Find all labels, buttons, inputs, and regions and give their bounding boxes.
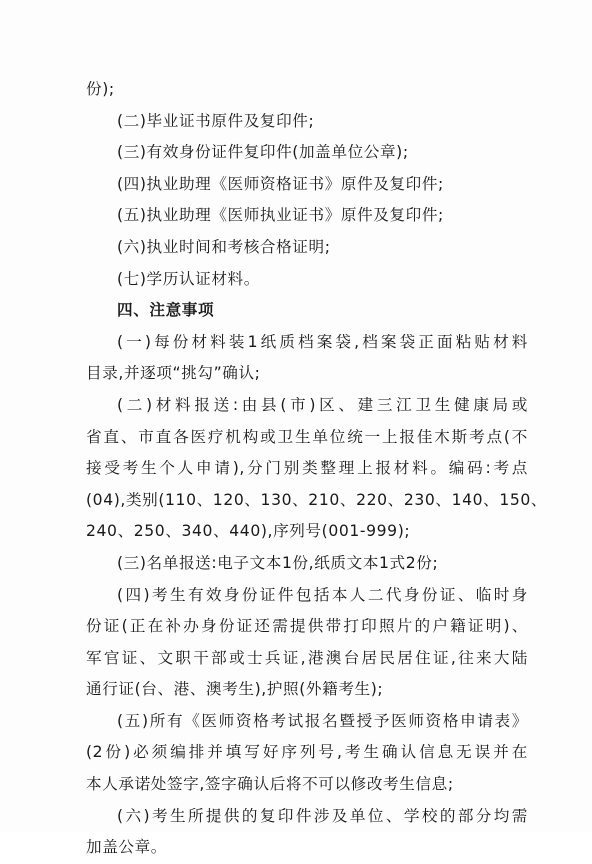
paragraph-line: 省直、市直各医疗机构或卫生单位统一上报佳木斯考点(不 bbox=[86, 427, 528, 446]
list-item: (二)毕业证书原件及复印件; bbox=[117, 111, 315, 130]
section-heading: 四、注意事项 bbox=[117, 301, 215, 320]
paragraph-line: 240、250、340、440),序列号(001-999); bbox=[86, 522, 411, 541]
paragraph-line: (一)每份材料装1纸质档案袋,档案袋正面粘贴材料 bbox=[117, 332, 528, 351]
paragraph-line: 目录,并逐项“挑勾”确认; bbox=[86, 364, 261, 383]
paragraph-line: (三)名单报送:电子文本1份,纸质文本1式2份; bbox=[117, 553, 439, 572]
text-line: 份); bbox=[86, 80, 115, 98]
paragraph-line: 加盖公章。 bbox=[86, 838, 167, 857]
paragraph-line: 通行证(台、港、澳考生),护照(外籍考生); bbox=[86, 680, 384, 699]
paragraph-line: 本人承诺处签字,签字确认后将不可以修改考生信息; bbox=[86, 775, 454, 794]
paragraph-line: (四)考生有效身份证件包括本人二代身份证、临时身 bbox=[117, 585, 528, 604]
paragraph-line: (五)所有《医师资格考试报名暨授予医师资格申请表》 bbox=[117, 711, 528, 730]
paragraph-line: (二)材料报送:由县(市)区、建三江卫生健康局或 bbox=[117, 395, 528, 414]
paragraph-line: (六)考生所提供的复印件涉及单位、学校的部分均需 bbox=[117, 806, 528, 825]
list-item: (六)执业时间和考核合格证明; bbox=[117, 237, 331, 256]
document-body bbox=[86, 74, 548, 864]
list-item: (三)有效身份证件复印件(加盖单位公章); bbox=[117, 143, 409, 162]
paragraph-line: 份证(正在补办身份证还需提供带打印照片的户籍证明)、 bbox=[86, 617, 528, 636]
paragraph-line: (04),类别(110、120、130、210、220、230、140、150、 bbox=[86, 490, 548, 509]
paragraph-line: (2份)必须编排并填写好序列号,考生确认信息无误并在 bbox=[86, 743, 528, 762]
list-item: (五)执业助理《医师执业证书》原件及复印件; bbox=[117, 206, 444, 225]
paragraph-line: 接受考生个人申请),分门别类整理上报材料。编码:考点 bbox=[86, 459, 528, 478]
list-item: (七)学历认证材料。 bbox=[117, 269, 260, 288]
list-item: (四)执业助理《医师资格证书》原件及复印件; bbox=[117, 174, 444, 193]
paragraph-line: 军官证、文职干部或士兵证,港澳台居民居住证,往来大陆 bbox=[86, 648, 528, 667]
